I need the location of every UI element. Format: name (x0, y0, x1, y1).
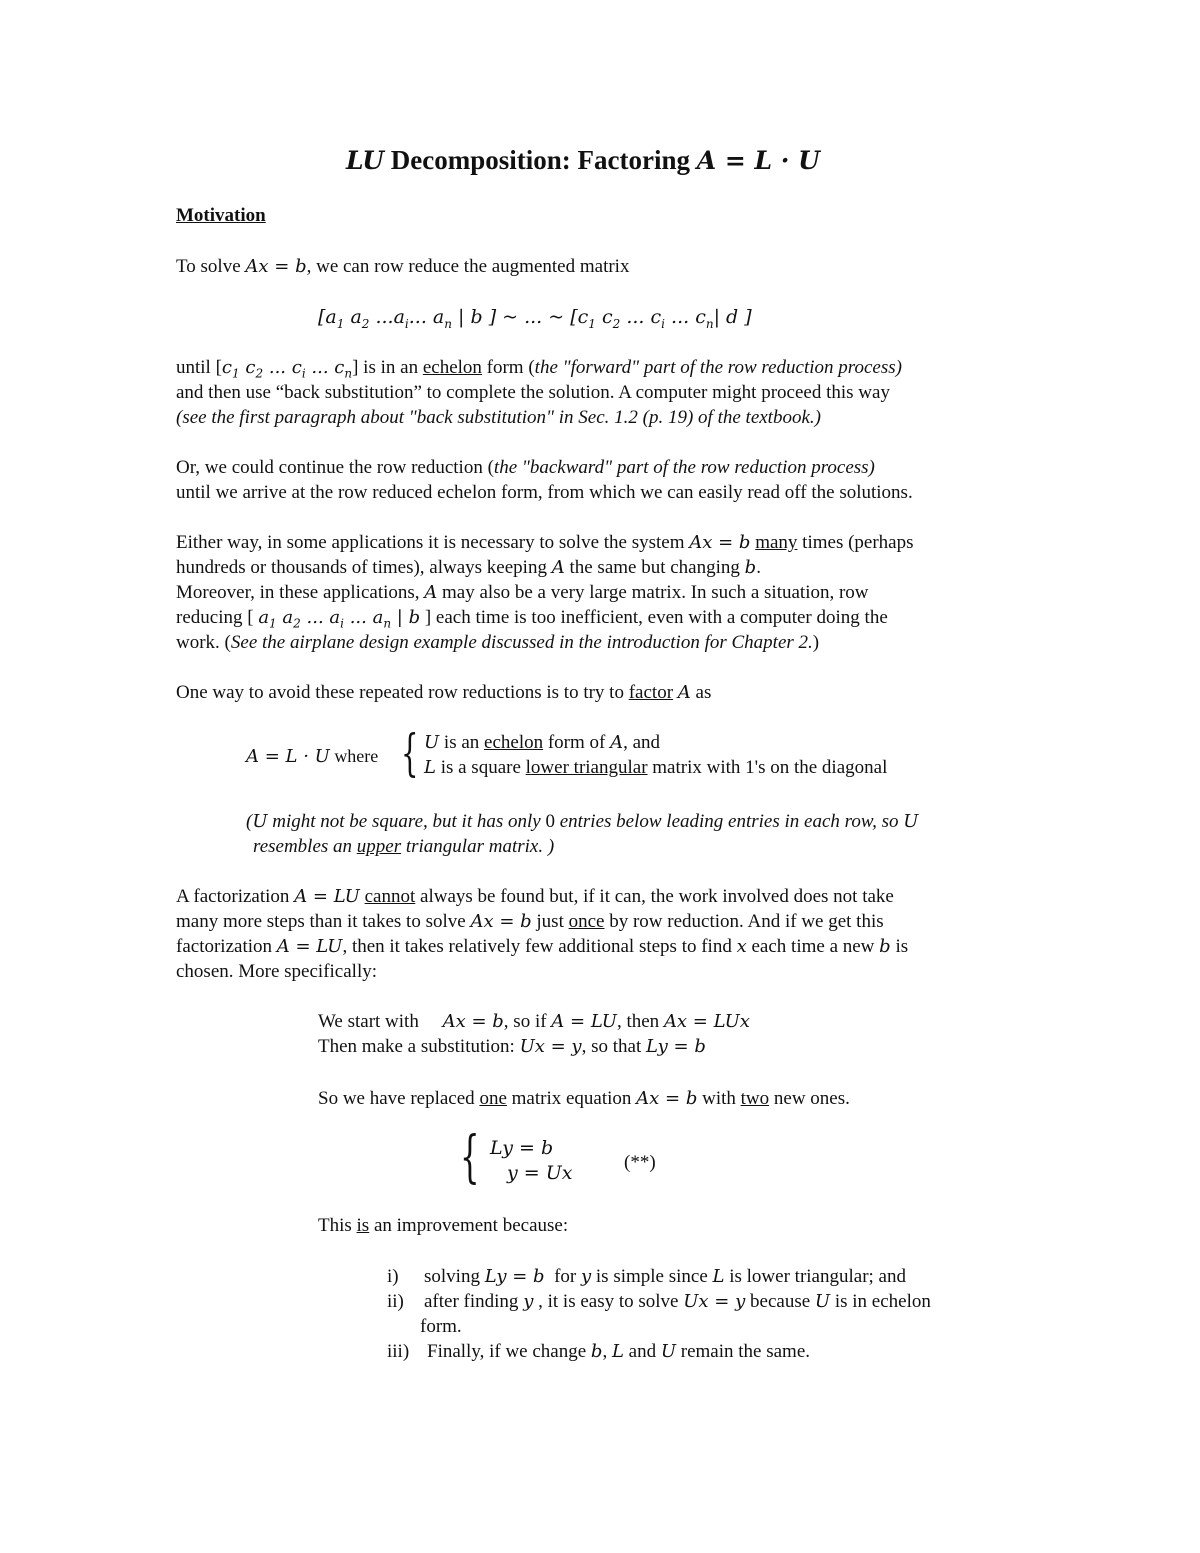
math: U (252, 811, 268, 832)
continuation: form. (420, 1316, 462, 1337)
text: form of (543, 732, 611, 753)
sub: i (301, 366, 306, 381)
underlined-term: echelon (422, 357, 482, 378)
text: reducing [ (176, 607, 259, 628)
var: a (325, 306, 337, 328)
text: is a square (435, 757, 526, 778)
math: Ax = b (689, 532, 751, 553)
section-heading: Motivation (176, 205, 266, 226)
text: One way to avoid these repeated row reductions is to try to (176, 682, 629, 703)
text: ] is in an (352, 357, 423, 378)
dots: ... (369, 306, 394, 328)
note (246, 809, 918, 859)
text: , (602, 1341, 612, 1362)
var: a (372, 607, 384, 628)
text: is in echelon (830, 1291, 931, 1312)
sub: n (705, 316, 714, 331)
text: , so if (503, 1011, 552, 1032)
text: until [ (176, 357, 222, 378)
text: may also be a very large matrix. In such a situation, row (437, 582, 869, 603)
line: (see the first paragraph about "back substitution" in Sec. 1.2 (p. 19) of the textbook.) (176, 407, 821, 428)
line (176, 934, 908, 959)
case-1 (424, 730, 887, 755)
math: U (903, 811, 919, 832)
line (176, 455, 913, 480)
math: x (736, 936, 747, 957)
factorization-definition (246, 744, 378, 769)
text: . (756, 557, 761, 578)
line: and then use “back substitution” to complete the solution. A computer might proceed this way (176, 382, 890, 403)
math: L (424, 757, 436, 778)
math: Ux = y (519, 1036, 582, 1057)
sub: i (404, 316, 409, 331)
text: This (318, 1215, 357, 1236)
math: A (677, 682, 691, 703)
line (176, 580, 914, 605)
var: a (393, 306, 405, 328)
text: matrix equation (506, 1088, 637, 1109)
math: Ly = b (484, 1266, 545, 1287)
title-text: Decomposition: Factoring (384, 145, 697, 175)
text: the same but changing (564, 557, 745, 578)
var: c (695, 306, 706, 328)
text: matrix with 1's on the diagonal (647, 757, 888, 778)
sub: i (340, 616, 344, 631)
underlined-term: cannot (364, 886, 416, 907)
text: 0 (545, 811, 555, 832)
var: c (291, 357, 302, 378)
left-brace-icon: { (401, 724, 419, 782)
list-item (387, 1264, 931, 1289)
var: c (650, 306, 662, 328)
text: To solve (176, 256, 246, 277)
underlined-term: upper (356, 836, 402, 857)
text: , then (616, 1011, 664, 1032)
text: ) (812, 632, 820, 653)
math: A = LU (276, 936, 343, 957)
equation-system (490, 1136, 572, 1186)
math: A = L · U (246, 746, 330, 767)
text: Then make a substitution: (318, 1036, 520, 1057)
var: a (282, 607, 294, 628)
line (176, 605, 914, 630)
var: b (470, 306, 483, 328)
text: solving (424, 1266, 485, 1287)
text: each time a new (746, 936, 880, 957)
text: factorization (176, 936, 277, 957)
list-item (387, 1289, 931, 1339)
math: L (712, 1266, 725, 1287)
page-title (346, 143, 820, 178)
text: Either way, in some applications it is necessary to solve the system (176, 532, 690, 553)
paragraph-1 (176, 254, 629, 279)
math: Ux = y (683, 1291, 746, 1312)
sub: 1 (269, 616, 277, 631)
var: c (601, 306, 613, 328)
math: Ax = b (245, 256, 307, 277)
text: , so that (581, 1036, 646, 1057)
line (176, 355, 902, 380)
bracket: ] (738, 306, 752, 328)
text: is simple since (591, 1266, 713, 1287)
text: work. ( (176, 632, 231, 653)
reasons-list (387, 1264, 931, 1364)
math: Ly = b (645, 1036, 706, 1057)
list-marker: ii) (387, 1291, 404, 1312)
dots: ... (263, 357, 292, 378)
text: Moreover, in these applications, (176, 582, 425, 603)
paragraph-2 (176, 355, 902, 430)
equation: y = Ux (507, 1162, 573, 1184)
text: for (544, 1266, 581, 1287)
text: Or, we could continue the row reduction ( (176, 457, 494, 478)
underlined-term: many (755, 532, 798, 553)
paragraph-4 (176, 530, 914, 655)
text: just (531, 911, 569, 932)
text: with (697, 1088, 741, 1109)
title-equation: A = L · U (696, 146, 820, 175)
sub: 1 (336, 316, 345, 331)
list-marker: iii) (387, 1341, 410, 1362)
math: y (523, 1291, 534, 1312)
math: A (424, 582, 438, 603)
paragraph-8 (318, 1213, 568, 1238)
math: b (590, 1341, 603, 1362)
italic-text: the "backward" part of the row reduction process) (493, 457, 875, 478)
text: after finding (424, 1291, 524, 1312)
var: a (432, 306, 445, 328)
var: d (726, 306, 739, 328)
text: We start with (318, 1011, 443, 1032)
paragraph-6 (176, 884, 908, 984)
underlined-term: lower triangular (525, 757, 648, 778)
definition-cases (424, 730, 887, 780)
line (318, 1034, 750, 1059)
text: hundreds or thousands of times), always keeping (176, 557, 552, 578)
line: chosen. More specifically: (176, 961, 378, 982)
var: c (577, 306, 589, 328)
title-lu: LU (346, 146, 385, 175)
dots: ... (620, 306, 651, 328)
text: form ( (481, 357, 535, 378)
math: b (744, 557, 757, 578)
sub: i (661, 316, 665, 331)
math: Ax = b (636, 1088, 698, 1109)
underlined-term: factor (628, 682, 674, 703)
line (246, 809, 918, 834)
text: , then it takes relatively few additional steps to find (342, 936, 737, 957)
tilde: ] ~ ... ~ [ (482, 306, 578, 328)
sub: 2 (612, 316, 621, 331)
dots: ... (300, 607, 330, 628)
line (176, 530, 914, 555)
sub: 2 (293, 616, 301, 631)
math: A (610, 732, 624, 753)
paragraph-5 (176, 680, 711, 705)
math: U (660, 1341, 677, 1362)
text: and (623, 1341, 661, 1362)
text: , it is easy to solve (533, 1291, 684, 1312)
math: Ax = b (442, 1011, 504, 1032)
text: new ones. (769, 1088, 850, 1109)
equation-tag: (**) (624, 1152, 656, 1173)
sub: n (444, 316, 452, 331)
text: is lower triangular; and (724, 1266, 906, 1287)
math: U (814, 1291, 831, 1312)
steps (318, 1009, 750, 1059)
text: So we have replaced (318, 1088, 480, 1109)
sub: 1 (588, 316, 596, 331)
text: Finally, if we change (427, 1341, 591, 1362)
paragraph-3 (176, 455, 913, 505)
var: a (329, 607, 341, 628)
var: a (350, 306, 362, 328)
case-2 (424, 755, 887, 780)
line (176, 884, 908, 909)
text: always be found but, if it can, the work involved does not take (415, 886, 894, 907)
text: might not be square, but it has only (267, 811, 546, 832)
var: c (221, 357, 233, 378)
math: b (879, 936, 891, 957)
text: many more steps than it takes to solve (176, 911, 471, 932)
bar: | (713, 306, 727, 328)
math: Ax = LUx (663, 1011, 750, 1032)
text: by row reduction. And if we get this (604, 911, 884, 932)
text: , we can row reduce the augmented matrix (306, 256, 630, 277)
dots: ... (664, 306, 696, 328)
math: y (580, 1266, 592, 1287)
paragraph-7 (318, 1086, 850, 1111)
underlined-term: two (740, 1088, 770, 1109)
var: a (258, 607, 270, 628)
left-brace-icon: { (460, 1125, 480, 1190)
italic-text: the "forward" part of the row reduction process) (534, 357, 902, 378)
sub: n (344, 366, 353, 381)
list-item (387, 1339, 931, 1364)
text: A factorization (176, 886, 295, 907)
text: triangular matrix. ) (401, 836, 555, 857)
sub: n (383, 616, 392, 631)
text: because (745, 1291, 815, 1312)
text: times (perhaps (797, 532, 914, 553)
math: L (611, 1341, 624, 1362)
text: , and (623, 732, 661, 753)
math: A = LU (294, 886, 360, 907)
text: is an (439, 732, 485, 753)
augmented-matrix (318, 305, 752, 330)
equation: Ly = b (490, 1137, 554, 1159)
bar: | (391, 607, 409, 628)
var: c (245, 357, 256, 378)
line: until we arrive at the row reduced echelon form, from which we can easily read off the solutions. (176, 482, 913, 503)
underlined-term: one (479, 1088, 507, 1109)
underlined-term: is (356, 1215, 370, 1236)
italic-text: See the airplane design example discussed in the introduction for Chapter 2. (230, 632, 813, 653)
text: ] each time is too inefficient, even with a computer doing the (420, 607, 888, 628)
text: as (690, 682, 712, 703)
dots: ... (408, 306, 433, 328)
var: b (408, 607, 421, 628)
line (246, 834, 918, 859)
list-marker: i) (387, 1266, 399, 1287)
text: ( (246, 811, 253, 832)
underlined-term: echelon (484, 732, 544, 753)
text: entries below leading entries in each row, so (554, 811, 904, 832)
sub: 1 (232, 366, 240, 381)
text: an improvement because: (369, 1215, 569, 1236)
var: c (334, 357, 345, 378)
text: resembles an (253, 836, 357, 857)
sub: 2 (361, 316, 370, 331)
math: A = LU (551, 1011, 617, 1032)
math: Ax = b (470, 911, 532, 932)
line (176, 555, 914, 580)
text: where (329, 746, 379, 766)
sub: 2 (255, 366, 264, 381)
text: is (890, 936, 909, 957)
bracket: [ (318, 306, 326, 328)
dots: ... (343, 607, 373, 628)
line (176, 909, 908, 934)
underlined-term: once (568, 911, 605, 932)
text: remain the same. (676, 1341, 811, 1362)
bar: | (451, 306, 465, 328)
line (318, 1009, 750, 1034)
math: U (424, 732, 440, 753)
dots: ... (305, 357, 335, 378)
math: A (551, 557, 565, 578)
line (176, 630, 914, 655)
